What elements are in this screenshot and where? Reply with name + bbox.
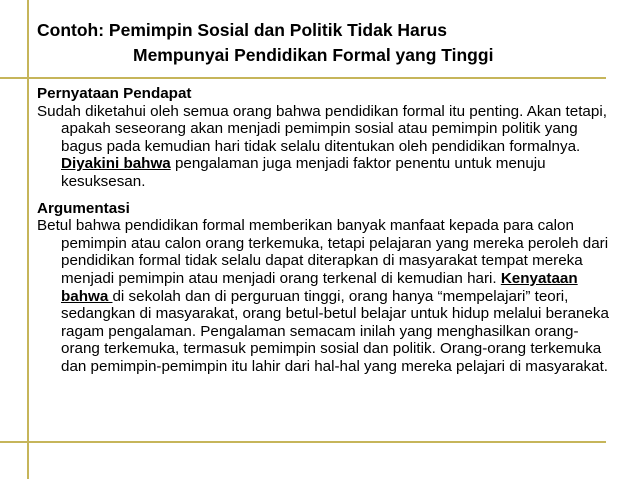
paragraph-text: Betul bahwa pendidikan formal memberikan banyak manfaat kepada para calon pemimpin atau calon orang terkemuka, tetapi pelajaran yang mereka peroleh dari pendidikan formal tidak selalu dapat diterapkan di masyarakat tempat mereka menjadi pemimpin atau menjadi orang terkenal di kemudian hari. — [37, 217, 609, 287]
title-line-2: Mempunyai Pendidikan Formal yang Tinggi — [133, 45, 494, 65]
paragraph-text: pengalaman juga menjadi faktor penentu untuk menuju kesuksesan. — [61, 155, 546, 190]
section-argument — [37, 200, 612, 376]
paragraph-text: di sekolah dan di perguruan tinggi, orang hanya “mempelajari” teori, sedangkan di masyarakat, orang betul-betul belajar untuk hidup melalui beraneka ragam pengalaman. Pengalaman semacam inilah yang menghasilkan orang-orang terkemuka, termasuk pemimpin sosial dan politik. Orang-orang terkemuka dan pemimpin-pemimpin itu lahir dari hal-hal yang mereka pelajari di masyarakat. — [61, 287, 609, 375]
section-paragraph — [37, 103, 612, 191]
title-divider — [0, 77, 606, 79]
title-line-1: Contoh: Pemimpin Sosial dan Politik Tidak Harus — [37, 20, 448, 40]
section-heading: Argumentasi — [37, 199, 130, 217]
emphasis-text: Kenyataan bahwa — [61, 269, 578, 305]
section-heading: Pernyataan Pendapat — [37, 85, 192, 102]
section-paragraph — [37, 217, 612, 375]
slide-title — [37, 18, 617, 68]
paragraph-text: Sudah diketahui oleh semua orang bahwa pendidikan formal itu penting. Akan tetapi, apakah seseorang akan menjadi pemimpin sosial atau pemimpin politik yang bagus pada kemudian hari tidak selalu ditentukan oleh pendidikan formalnya. — [37, 102, 607, 155]
emphasis-text: Diyakini bahwa — [61, 155, 171, 173]
vertical-rule — [27, 0, 29, 479]
slide-body — [37, 85, 612, 385]
section-opinion — [37, 85, 612, 191]
bottom-divider — [0, 441, 606, 443]
